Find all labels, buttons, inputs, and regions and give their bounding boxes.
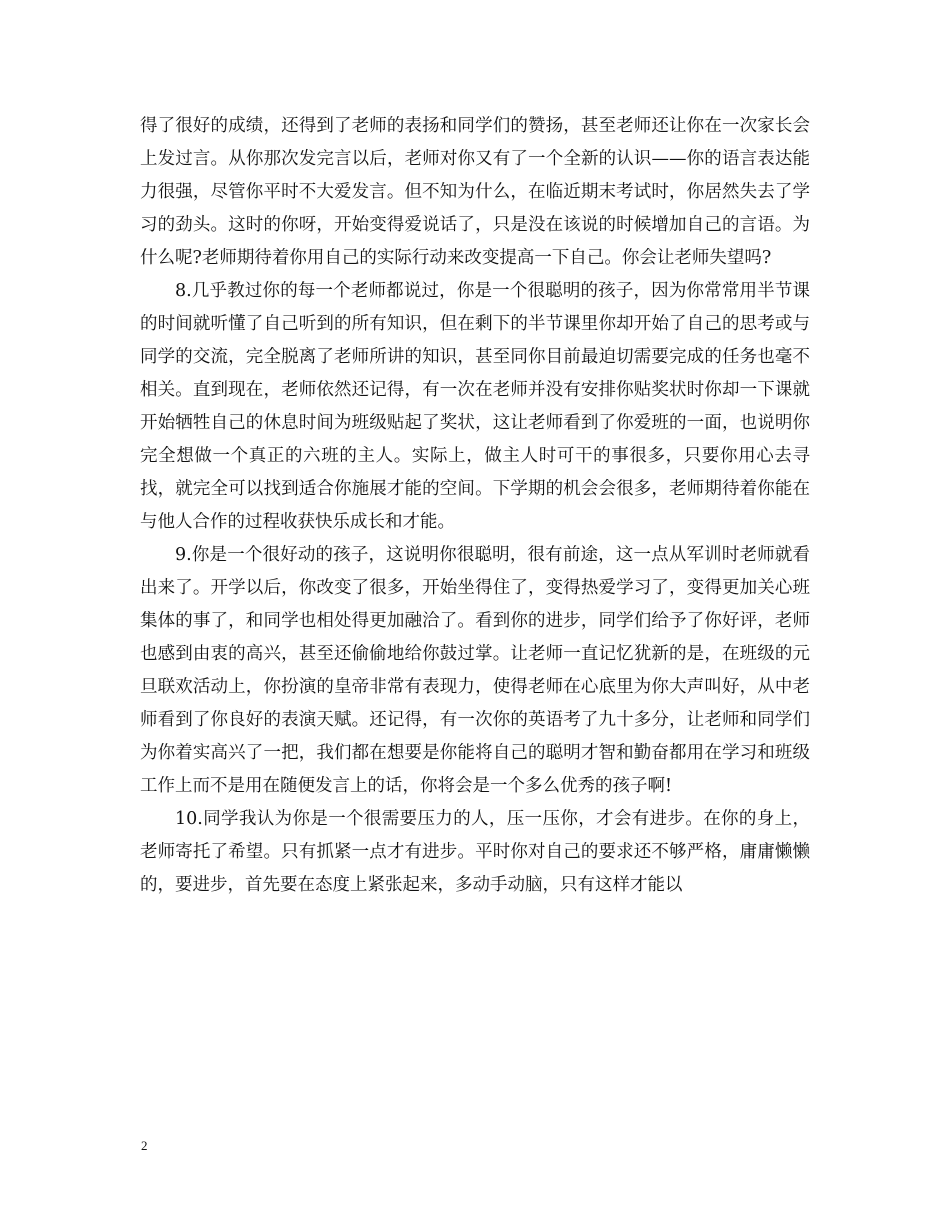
paragraph-item-9: 9.你是一个很好动的孩子，这说明你很聪明，很有前途，这一点从军训时老师就看出来了。开学以后，你改变了很多，开始坐得住了，变得热爱学习了，变得更加关心班集体的事了，和同学也相处得更加融洽了。看到你的进步，同学们给予了你好评，老师也感到由衷的高兴，甚至还偷偷地给你鼓过掌。让老师一直记忆犹新的是，在班级的元旦联欢活动上，你扮演的皇帝非常有表现力，使得老师在心底里为你大声叫好，从中老师看到了你良好的表演天赋。还记得，有一次你的英语考了九十多分，让老师和同学们为你着实高兴了一把，我们都在想要是你能将自己的聪明才智和勤奋都用在学习和班级工作上而不是用在随便发言上的话，你将会是一个多么优秀的孩子啊! bbox=[140, 545, 810, 796]
page-number: 2 bbox=[141, 1138, 148, 1153]
document-body bbox=[140, 110, 810, 902]
paragraph-item-8: 8.几乎教过你的每一个老师都说过，你是一个很聪明的孩子，因为你常常用半节课的时间就听懂了自己听到的所有知识，但在剩下的半节课里你却开始了自己的思考或与同学的交流，完全脱离了老师所讲的知识，甚至同你目前最迫切需要完成的任务也毫不相关。直到现在，老师依然还记得，有一次在老师并没有安排你贴奖状时你却一下课就开始牺牲自己的休息时间为班级贴起了奖状，这让老师看到了你爱班的一面，也说明你完全想做一个真正的六班的主人。实际上，做主人时可干的事很多，只要你用心去寻找，就完全可以找到适合你施展才能的空间。下学期的机会会很多，老师期待着你能在与他人合作的过程收获快乐成长和才能。 bbox=[140, 281, 810, 532]
paragraph-item-10: 10.同学我认为你是一个很需要压力的人，压一压你，才会有进步。在你的身上，老师寄托了希望。只有抓紧一点才有进步。平时你对自己的要求还不够严格，庸庸懒懒的，要进步，首先要在态度上紧张起来，多动手动脑，只有这样才能以 bbox=[140, 809, 810, 895]
paragraph-continuation: 得了很好的成绩，还得到了老师的表扬和同学们的赞扬，甚至老师还让你在一次家长会上发过言。从你那次发完言以后，老师对你又有了一个全新的认识——你的语言表达能力很强，尽管你平时不大爱发言。但不知为什么，在临近期末考试时，你居然失去了学习的劲头。这时的你呀，开始变得爱说话了，只是没在该说的时候增加自己的言语。为什么呢?老师期待着你用自己的实际行动来改变提高一下自己。你会让老师失望吗? bbox=[140, 116, 810, 268]
